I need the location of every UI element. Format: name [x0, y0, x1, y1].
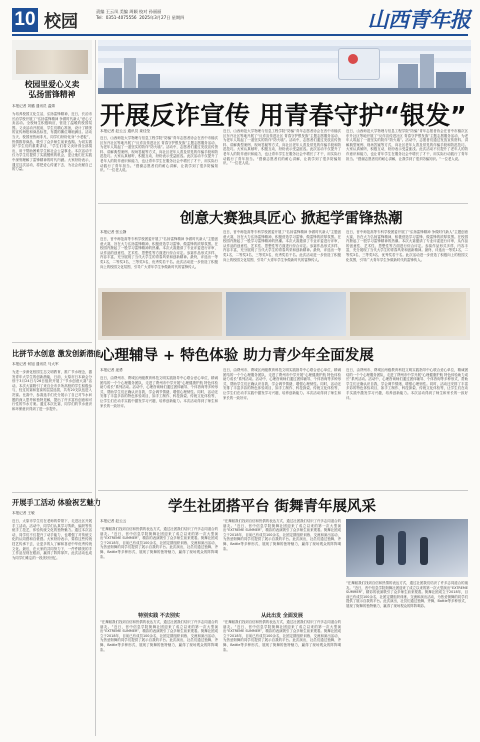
left-photo-placeholder — [12, 40, 92, 80]
article1-body-col2: 近日，山西师范大学物理与信息工程学院“防骗”青年志愿者协会在晋中市榆次区东升社区等地开展了“反诈宣传进社区 青春守护银发族”主题志愿服务活动，为老年人筑起了一道坚实的防诈“防火墙”。活动中，志愿者们通过发放宣传资料、讲解典型案例、现场答疑等方式，向社区老年人普及常见的诈骗手段和防范技巧。大家认真倾听，积极互动，纷纷表示受益匪浅。此次活动不仅提升了老年人的防诈意识和能力，也让青年学生在服务社会中增长了才干，用实际行动践行了青年担当。“感谢志愿者们的耐心讲解，让我学到了很多防骗知识。”一位老人说。 — [223, 129, 341, 166]
issue-date: 2025年3月27日 星期四 — [139, 15, 185, 20]
article3-body-col3: 近日，由朔州市、朔城区两级教育科技文明实践指导中心联合爱心单位，精诚团结的一个个心理服务团队，走进了朔州市中学开展“心理健康护航 特色体验助力成长”系列活动。活动中，心理咨询师们通过团体辅导、个体咨询等多种形式，帮助学生们正确认识自我，学会调节情绪，增强心理韧性。同时，活动还安排了丰富多彩的特色体验项目，如手工制作、科技探索、传统文化体验等，让学生们在动手实践中激发学习兴趣，培养创新能力。本次活动得到了师生和家长的一致好评。 — [346, 368, 468, 400]
contact-line — [96, 15, 184, 21]
left-bottom-body: 近日，太原市学生们在老师的带领下，走进社区开展手工活动。活动中，同学们认真学习剪纸、编织等传统手工技艺，体验传统文化的独特魅力。通过本次活动，同学们不仅提升了动手能力，也增强了对传统文化的认同感和自豪感。大家纷纷表示，要将这些传统技艺传承下去，让更多的人了解和喜爱中华优秀传统文化。最后，在大家的共同努力下，一件件精美的手工作品呈现在眼前，赢得了阵阵掌声。此次活动也成为同学们难忘的一段美好回忆。 — [12, 519, 92, 560]
article4-body-col1: “在舞蹈我们找到自信和热情的表达方式，通过社团我们结识了许多志同道合的朋友。”近日，晋中信息学院街舞社团迎来了成立以来的第一次大型演出“EXTREME SUMMER”，精彩的表演吸引了众多师生前来观看。街舞社团成立于2018年，目前已有成员100余名，社团定期组织训练、交流和演出活动，为热爱街舞的同学们提供了展示自我的平台。此次演出，社员们通过独舞、齐舞、Battle等多种形式，展现了街舞的独特魅力，赢得了现场观众的阵阵喝彩。 — [100, 527, 218, 559]
article4-body-col3: “在舞蹈我们找到自信和热情的表达方式，通过社团我们结识了许多志同道合的朋友。”近日，晋中信息学院街舞社团迎来了成立以来的第一次大型演出“EXTREME SUMMER”，精彩的表演吸引了众多师生前来观看。街舞社团成立于2018年，目前已有成员100余名，社团定期组织训练、交流和演出活动，为热爱街舞的同学们提供了展示自我的平台。此次演出，社员们通过独舞、齐舞、Battle等多种形式，展现了街舞的独特魅力，赢得了现场观众的阵阵喝彩。 — [346, 581, 468, 608]
article2-byline: 本报记者 张云静 — [100, 230, 127, 234]
left-bottom-byline: 本报记者 王敏 — [12, 511, 35, 515]
masthead-rule — [12, 34, 468, 36]
article3-body-col2: 近日，由朔州市、朔城区两级教育科技文明实践指导中心联合爱心单位，精诚团结的一个个心理服务团队，走进了朔州市中学开展“心理健康护航 特色体验助力成长”系列活动。活动中，心理咨询师们通过团体辅导、个体咨询等多种形式，帮助学生们正确认识自我，学会调节情绪，增强心理韧性。同时，活动还安排了丰富多彩的特色体验项目，如手工制作、科技探索、传统文化体验等，让学生们在动手实践中激发学习兴趣，培养创新能力。本次活动得到了师生和家长的一致好评。 — [223, 368, 341, 400]
article1-byline: 本报记者 赵云云 通讯员 姜佳莹 — [100, 129, 151, 133]
article1-body-col1: 近日，山西师范大学物理与信息工程学院“防骗”青年志愿者协会在晋中市榆次区东升社区等地开展了“反诈宣传进社区 青春守护银发族”主题志愿服务活动，为老年人筑起了一道坚实的防诈“防火墙”。活动中，志愿者们通过发放宣传资料、讲解典型案例、现场答疑等方式，向社区老年人普及常见的诈骗手段和防范技巧。大家认真倾听，积极互动，纷纷表示受益匪浅。此次活动不仅提升了老年人的防诈意识和能力，也让青年学生在服务社会中增长了才干，用实际行动践行了青年担当。“感谢志愿者们的耐心讲解，让我学到了很多防骗知识。”一位老人说。 — [100, 136, 218, 173]
editor-credits: 责编 王云凤 美编 周颖 校对 孙丽丽 — [96, 9, 162, 14]
article2-body-col3: 近日，晋中师范高等专科学校团委开展了“弘扬雷锋精神 争做时代新人”主题创意大赛，旨在大力弘扬雷锋精神，积极营造学习雷锋、做雷锋的浓厚氛围。在校园内掀起了一股学习雷锋精神的热潮。本次大赛邀请了专业评委进行评审，从作品的创意性、艺术性、思想性等方面进行综合评定。参赛作品形式多样，内容丰富，充分展现了当代大学生的青春风采和创新精神。最终，评选出一等奖1名，二等奖3名，三等奖5名，优秀奖若干名。此次活动进一步营造了积极向上的校园文化氛围，引导广大青年学生争做新时代的雷锋传人。 — [346, 230, 468, 262]
left-mid-body: 为进一步深化校园生态文明教育，推广节水理念，激发青年大学生的创新潜能，日前，太原市日本商会分别于3月24日与26日组织开展了“节水创意大赛”活动。本次大赛吸引了来自全市多所高校的学生积极参与，经过初赛和复赛的层层选拔，共有20支队伍进入决赛。比赛中，参赛选手们充分展示了自己对节水问题的深入思考和独特见解，提出了许多富有创意和可行性的节水方案。通过本次比赛，同学们的节水意识和环保意识得到了进一步提升。 — [12, 370, 92, 411]
article2-body-col2: 近日，晋中师范高等专科学校团委开展了“弘扬雷锋精神 争做时代新人”主题创意大赛，旨在大力弘扬雷锋精神，积极营造学习雷锋、做雷锋的浓厚氛围。在校园内掀起了一股学习雷锋精神的热潮。本次大赛邀请了专业评委进行评审，从作品的创意性、艺术性、思想性等方面进行综合评定。参赛作品形式多样，内容丰富，充分展现了当代大学生的青春风采和创新精神。最终，评选出一等奖1名，二等奖3名，三等奖5名，优秀奖若干名。此次活动进一步营造了积极向上的校园文化氛围，引导广大青年学生争做新时代的雷锋传人。 — [223, 230, 341, 262]
rule — [98, 490, 468, 491]
article4-photo — [346, 519, 468, 577]
left-top-byline: 本报记者 刘璐 通讯员 温婧 — [12, 104, 55, 108]
rule — [98, 203, 468, 204]
article3-photo-strip — [98, 288, 470, 340]
column-divider — [95, 40, 96, 736]
left-top-headline-line2: 弘扬雷锋精神 — [28, 90, 76, 99]
article2-headline: 创意大赛独具匠心 掀起学雷锋热潮 — [180, 211, 403, 227]
telephone: Tel：0351-4075556 — [96, 15, 137, 20]
article4-body-col2: “在舞蹈我们找到自信和热情的表达方式，通过社团我们结识了许多志同道合的朋友。”近日，晋中信息学院街舞社团迎来了成立以来的第一次大型演出“EXTREME SUMMER”，精彩的表演吸引了众多师生前来观看。街舞社团成立于2018年，目前已有成员100余名，社团定期组织训练、交流和演出活动，为热爱街舞的同学们提供了展示自我的平台。此次演出，社员们通过独舞、齐舞、Battle等多种形式，展现了街舞的独特魅力，赢得了现场观众的阵阵喝彩。 — [223, 519, 341, 551]
left-top-body: 为培养校园文化生活，弘扬雷锋精神，近日，长治市长治学校开展了“弘扬雷锋精神 争做时代新人”爱心义卖活动。全校师生积极响应，营造了温暖的校园氛围。义卖活动开展前，学生们精心准备，设计了精美的宣传海报和商品标签，布置的摊位琳琅满目。活动当天，校园里热闹非凡，同学们纷纷化身“小老板”，热情推荐商品，吸引了众多师生前来选购。为切实做到“学生们的重要讲话，”学生们将义卖所得全部捐出，用于帮助困难学生和社会公益事业。本次活动不仅为学生们提供了实践锻炼的机会，更让他们在实践中深刻理解了雷锋精神的时代内涵。大家纷纷表示，通过这次活动，将把爱心传递下去，为社会贡献自己的力量。 — [12, 112, 92, 172]
article4-body-col1b: “在舞蹈我们找到自信和热情的表达方式，通过社团我们结识了许多志同道合的朋友。”近日，晋中信息学院街舞社团迎来了成立以来的第一次大型演出“EXTREME SUMMER”，精彩的表演吸引了众多师生前来观看。街舞社团成立于2018年，目前已有成员100余名，社团定期组织训练、交流和演出活动，为热爱街舞的同学们提供了展示自我的平台。此次演出，社员们通过独舞、齐舞、Battle等多种形式，展现了街舞的独特魅力，赢得了现场观众的阵阵喝彩。 — [100, 620, 218, 652]
left-mid-byline: 本报记者 何旭 通讯员 马大军 — [12, 362, 59, 366]
article4-byline: 本报记者 赵云云 — [100, 519, 127, 523]
article1-headline: 开展反诈宣传 用青春守护“银发” — [100, 101, 467, 130]
article4-body-col2b: “在舞蹈我们找到自信和热情的表达方式，通过社团我们结识了许多志同道合的朋友。”近日，晋中信息学院街舞社团迎来了成立以来的第一次大型演出“EXTREME SUMMER”，精彩的表演吸引了众多师生前来观看。街舞社团成立于2018年，目前已有成员100余名，社团定期组织训练、交流和演出活动，为热爱街舞的同学们提供了展示自我的平台。此次演出，社员们通过独舞、齐舞、Battle等多种形式，展现了街舞的独特魅力，赢得了现场观众的阵阵喝彩。 — [223, 620, 341, 652]
rule — [12, 342, 92, 343]
left-top-headline — [12, 80, 92, 100]
left-top-headline-line1: 校园里爱心义卖 — [24, 80, 80, 89]
left-mid-headline: 比拼节水创意 激发创新潜能 — [12, 349, 101, 358]
article3-headline: 心理辅导 + 特色体验 助力青少年全面发展 — [100, 348, 374, 364]
section-title: 校园 — [44, 12, 78, 32]
article1-body-col3: 近日，山西师范大学物理与信息工程学院“防骗”青年志愿者协会在晋中市榆次区东升社区等地开展了“反诈宣传进社区 青春守护银发族”主题志愿服务活动，为老年人筑起了一道坚实的防诈“防火墙”。活动中，志愿者们通过发放宣传资料、讲解典型案例、现场答疑等方式，向社区老年人普及常见的诈骗手段和防范技巧。大家认真倾听，积极互动，纷纷表示受益匪浅。此次活动不仅提升了老年人的防诈意识和能力，也让青年学生在服务社会中增长了才干，用实际行动践行了青年担当。“感谢志愿者们的耐心讲解，让我学到了很多防骗知识。”一位老人说。 — [346, 129, 468, 161]
article2-body-col1: 近日，晋中师范高等专科学校团委开展了“弘扬雷锋精神 争做时代新人”主题创意大赛，旨在大力弘扬雷锋精神，积极营造学习雷锋、做雷锋的浓厚氛围。在校园内掀起了一股学习雷锋精神的热潮。本次大赛邀请了专业评委进行评审，从作品的创意性、艺术性、思想性等方面进行综合评定。参赛作品形式多样，内容丰富，充分展现了当代大学生的青春风采和创新精神。最终，评选出一等奖1名，二等奖3名，三等奖5名，优秀奖若干名。此次活动进一步营造了积极向上的校园文化氛围，引导广大青年学生争做新时代的雷锋传人。 — [100, 237, 218, 269]
masthead-meta — [96, 9, 184, 21]
banner-illustration — [98, 40, 471, 94]
left-bottom-headline: 开展手工活动 体验祝艺魅力 — [12, 498, 101, 507]
rule — [12, 492, 92, 493]
article3-body-col1: 近日，由朔州市、朔城区两级教育科技文明实践指导中心联合爱心单位，精诚团结的一个个心理服务团队，走进了朔州市中学开展“心理健康护航 特色体验助力成长”系列活动。活动中，心理咨询师们通过团体辅导、个体咨询等多种形式，帮助学生们正确认识自我，学会调节情绪，增强心理韧性。同时，活动还安排了丰富多彩的特色体验项目，如手工制作、科技探索、传统文化体验等，让学生们在动手实践中激发学习兴趣，培养创新能力。本次活动得到了师生和家长的一致好评。 — [100, 376, 218, 408]
newspaper-logo: 山西青年报 — [367, 7, 470, 32]
article3-byline: 本报记者 庞勇 — [100, 368, 123, 372]
page-number: 10 — [12, 8, 38, 32]
article4-subhead-1: 特别实践 不去别实 — [138, 613, 180, 619]
article4-headline: 学生社团搭平台 街舞青年展风采 — [168, 499, 377, 515]
article4-subhead-2: 从此出发 全面发展 — [261, 613, 303, 619]
